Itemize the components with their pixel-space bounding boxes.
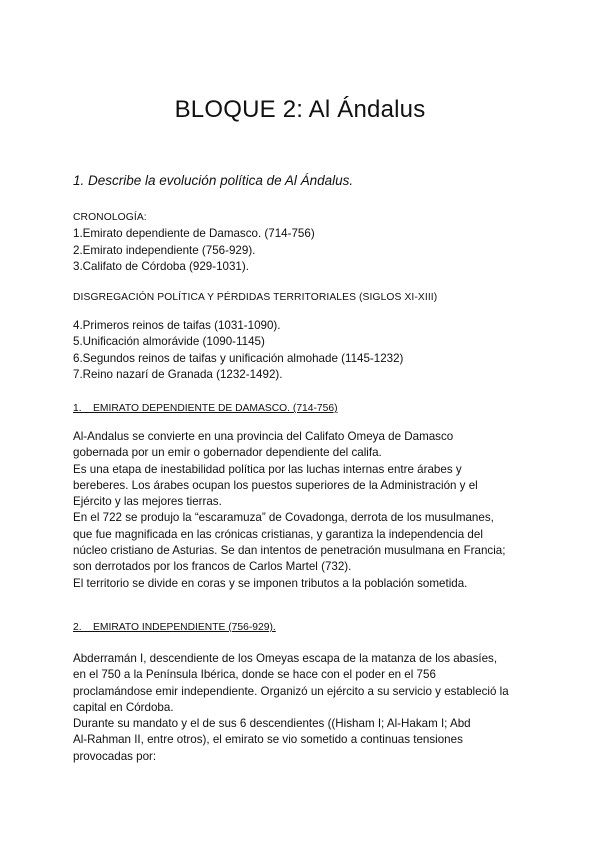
section1-line: son derrotados por los francos de Carlos Martel (732). [73,560,352,574]
section2-line: proclamándose emir independiente. Organizó un ejército a su servicio y estableció la [73,684,509,698]
disgregacion-item: 6.Segundos reinos de taifas y unificación almohade (1145-1232) [73,351,404,365]
disgregacion-item: 4.Primeros reinos de taifas (1031-1090). [73,319,281,332]
question-heading: 1. Describe la evolución política de Al Ándalus. [73,173,354,188]
section1-heading: 1. EMIRATO DEPENDIENTE DE DAMASCO. (714-756) [73,403,338,414]
section1-body [73,429,543,592]
section2-line: Durante su mandato y el de sus 6 descendientes ((Hisham I; Al-Hakam I; Abd [73,717,471,731]
section1-line: En el 722 se produjo la “escaramuza” de Covadonga, derrota de los musulmanes, [73,511,494,525]
section2-line: provocadas por: [73,749,157,763]
section1-line: Ejército y las mejores tierras. [73,495,222,509]
cronologia-label: CRONOLOGÍA: [73,212,147,223]
section1-line: que fue magnificada en las crónicas cristianas, y garantiza la independencia del [73,527,483,541]
section1-line: El territorio se divide en coras y se imponen tributos a la población sometida. [73,576,468,590]
section1-heading-block [73,401,543,417]
cronologia-item: 2.Emirato independiente (756-929). [73,243,256,257]
section2-line: capital en Córdoba. [73,700,174,714]
section1-line: gobernada por un emir o gobernador dependiente del califa. [73,446,382,460]
disgregacion-label-block [73,290,543,306]
section1-line: núcleo cristiano de Asturias. Se dan intentos de penetración musulmana en Francia; [73,544,506,558]
section2-body [73,651,543,765]
section2-heading: 2. EMIRATO INDEPENDIENTE (756-929). [73,622,276,633]
cronologia-block [73,210,543,275]
section2-line: Al-Rahman II, entre otros), el emirato se vio sometido a continuas tensiones [73,733,463,747]
cronologia-item: 3.Califato de Córdoba (929-1031). [73,259,249,273]
section1-line: Al-Andalus se convierte en una provincia del Califato Omeya de Damasco [73,430,454,443]
cronologia-item: 1.Emirato dependiente de Damasco. (714-756) [73,227,315,241]
disgregacion-label: DISGREGACIÓN POLÍTICA Y PÉRDIDAS TERRITORIALES (SIGLOS XI-XIII) [73,292,438,303]
disgregacion-item: 7.Reino nazarí de Granada (1232-1492). [73,367,283,381]
disgregacion-block [73,318,543,383]
page-title: BLOQUE 2: Al Ándalus [174,96,426,123]
section1-line: Es una etapa de inestabilidad política por las luchas internas entre árabes y [73,462,462,476]
disgregacion-item: 5.Unificación almorávide (1090-1145) [73,335,265,349]
section2-line: en el 750 a la Península Ibérica, donde se hace con el poder en el 756 [73,668,436,682]
section2-heading-block [73,620,543,636]
section1-line: bereberes. Los árabes ocupan los puestos superiores de la Administración y el [73,478,478,492]
section2-line: Abderramán I, descendiente de los Omeyas escapa de la matanza de los abasíes, [73,652,498,665]
